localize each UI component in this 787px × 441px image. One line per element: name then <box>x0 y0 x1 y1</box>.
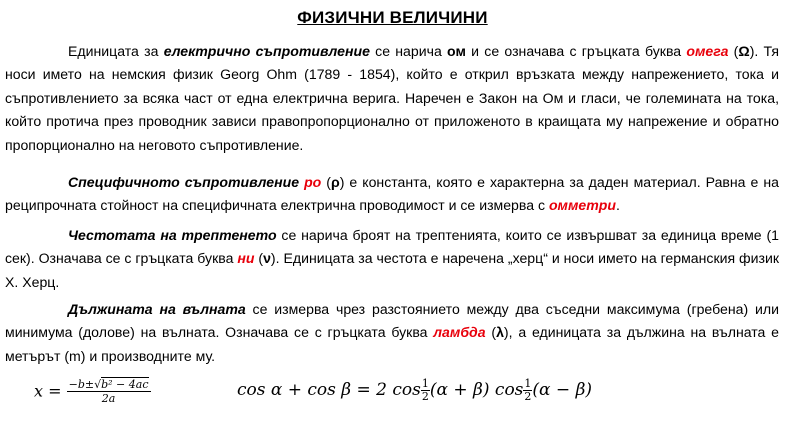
symbol-lambda: λ <box>496 324 504 341</box>
greek-name-omega: омега <box>686 43 729 59</box>
symbol-omega: Ω <box>738 43 750 59</box>
text-run: Единицата за <box>68 43 164 59</box>
term-resistivity: Специфичното съпротивление <box>68 174 300 190</box>
symbol-rho: ρ <box>330 174 340 190</box>
text-run: ( <box>254 250 264 267</box>
half-num: 1 <box>421 377 429 390</box>
half-num: 1 <box>524 377 532 390</box>
paragraph-resistance <box>5 40 779 157</box>
formula-denominator: 2a <box>101 392 116 405</box>
term-frequency: Честотата на трептенето <box>68 227 277 243</box>
text-run: ( <box>485 324 497 341</box>
text-run: ). Тя носи името на немския физик Georg Ohm (1789 - 1854), който е открил връзката между напрежението, тока и съпротивлението за всяка част от една електрична верига. Наречен е Закон на Ом и гласи, че големината на тока, който протича през проводник зависи правопропорционално от приложеното в краищата му напрежение и обратно пропорционално на неговото съпротивление. <box>5 43 779 153</box>
formula-lhs: x = <box>34 381 62 401</box>
paragraph-frequency <box>5 224 779 294</box>
numerator-prefix: −b± <box>68 378 95 391</box>
unit-ohmmeter: омметри <box>548 197 616 214</box>
formula-numerator <box>67 378 151 392</box>
text-run: се нарича броят на трептенията, които се извършват за единица време (1 сек). Означава се с гръцката буква <box>5 227 779 267</box>
sum-to-product-formula <box>237 378 592 403</box>
paragraph-resistivity <box>5 171 779 218</box>
greek-name-lambda: ламбда <box>433 324 486 341</box>
sqrt-sign: √ <box>94 378 102 391</box>
formula-fraction <box>67 378 151 406</box>
greek-name-nu: ни <box>237 250 255 267</box>
paragraph-wavelength <box>5 298 779 368</box>
greek-name-rho: ро <box>304 174 322 190</box>
text-run: ). Единицата за честота е наречена „херц“ и носи името на германския физик Х. Херц. <box>5 250 780 290</box>
text-run: ) е константа, която е характерна за даден материал. Равна е на реципрочната стойност на специфичната електрична проводимост и се измерва с <box>5 174 779 214</box>
unit-om: ом <box>447 43 466 59</box>
formula-part: (α − β) <box>532 380 593 400</box>
half-fraction <box>421 378 430 403</box>
term-wavelength: Дължината на вълната <box>68 301 246 317</box>
text-run: ( <box>728 43 739 59</box>
text-run: се измерва чрез разстоянието между два съседни максимума (гребена) или минимума (долове) на вълната. Означава се с гръцката буква <box>5 301 779 341</box>
half-den: 2 <box>421 390 429 403</box>
formula-part: (α + β) cos <box>429 380 524 400</box>
text-run: . <box>616 197 620 214</box>
radicand: b² − 4ac <box>101 378 149 391</box>
symbol-nu: ν <box>263 250 271 267</box>
quadratic-formula <box>34 378 151 406</box>
text-run: се нарича <box>369 43 448 59</box>
text-run: ( <box>321 174 331 190</box>
document-title: ФИЗИЧНИ ВЕЛИЧИНИ <box>297 8 488 27</box>
formula-part: cos α + cos β = 2 cos <box>237 380 421 400</box>
text-run: и се означава с гръцката буква <box>465 43 687 59</box>
text-run: ), а единицата за дължина на вълната е метърът (m) и производните му. <box>5 324 780 364</box>
term-resistance: електрично съпротивление <box>163 43 370 59</box>
half-den: 2 <box>524 390 532 403</box>
